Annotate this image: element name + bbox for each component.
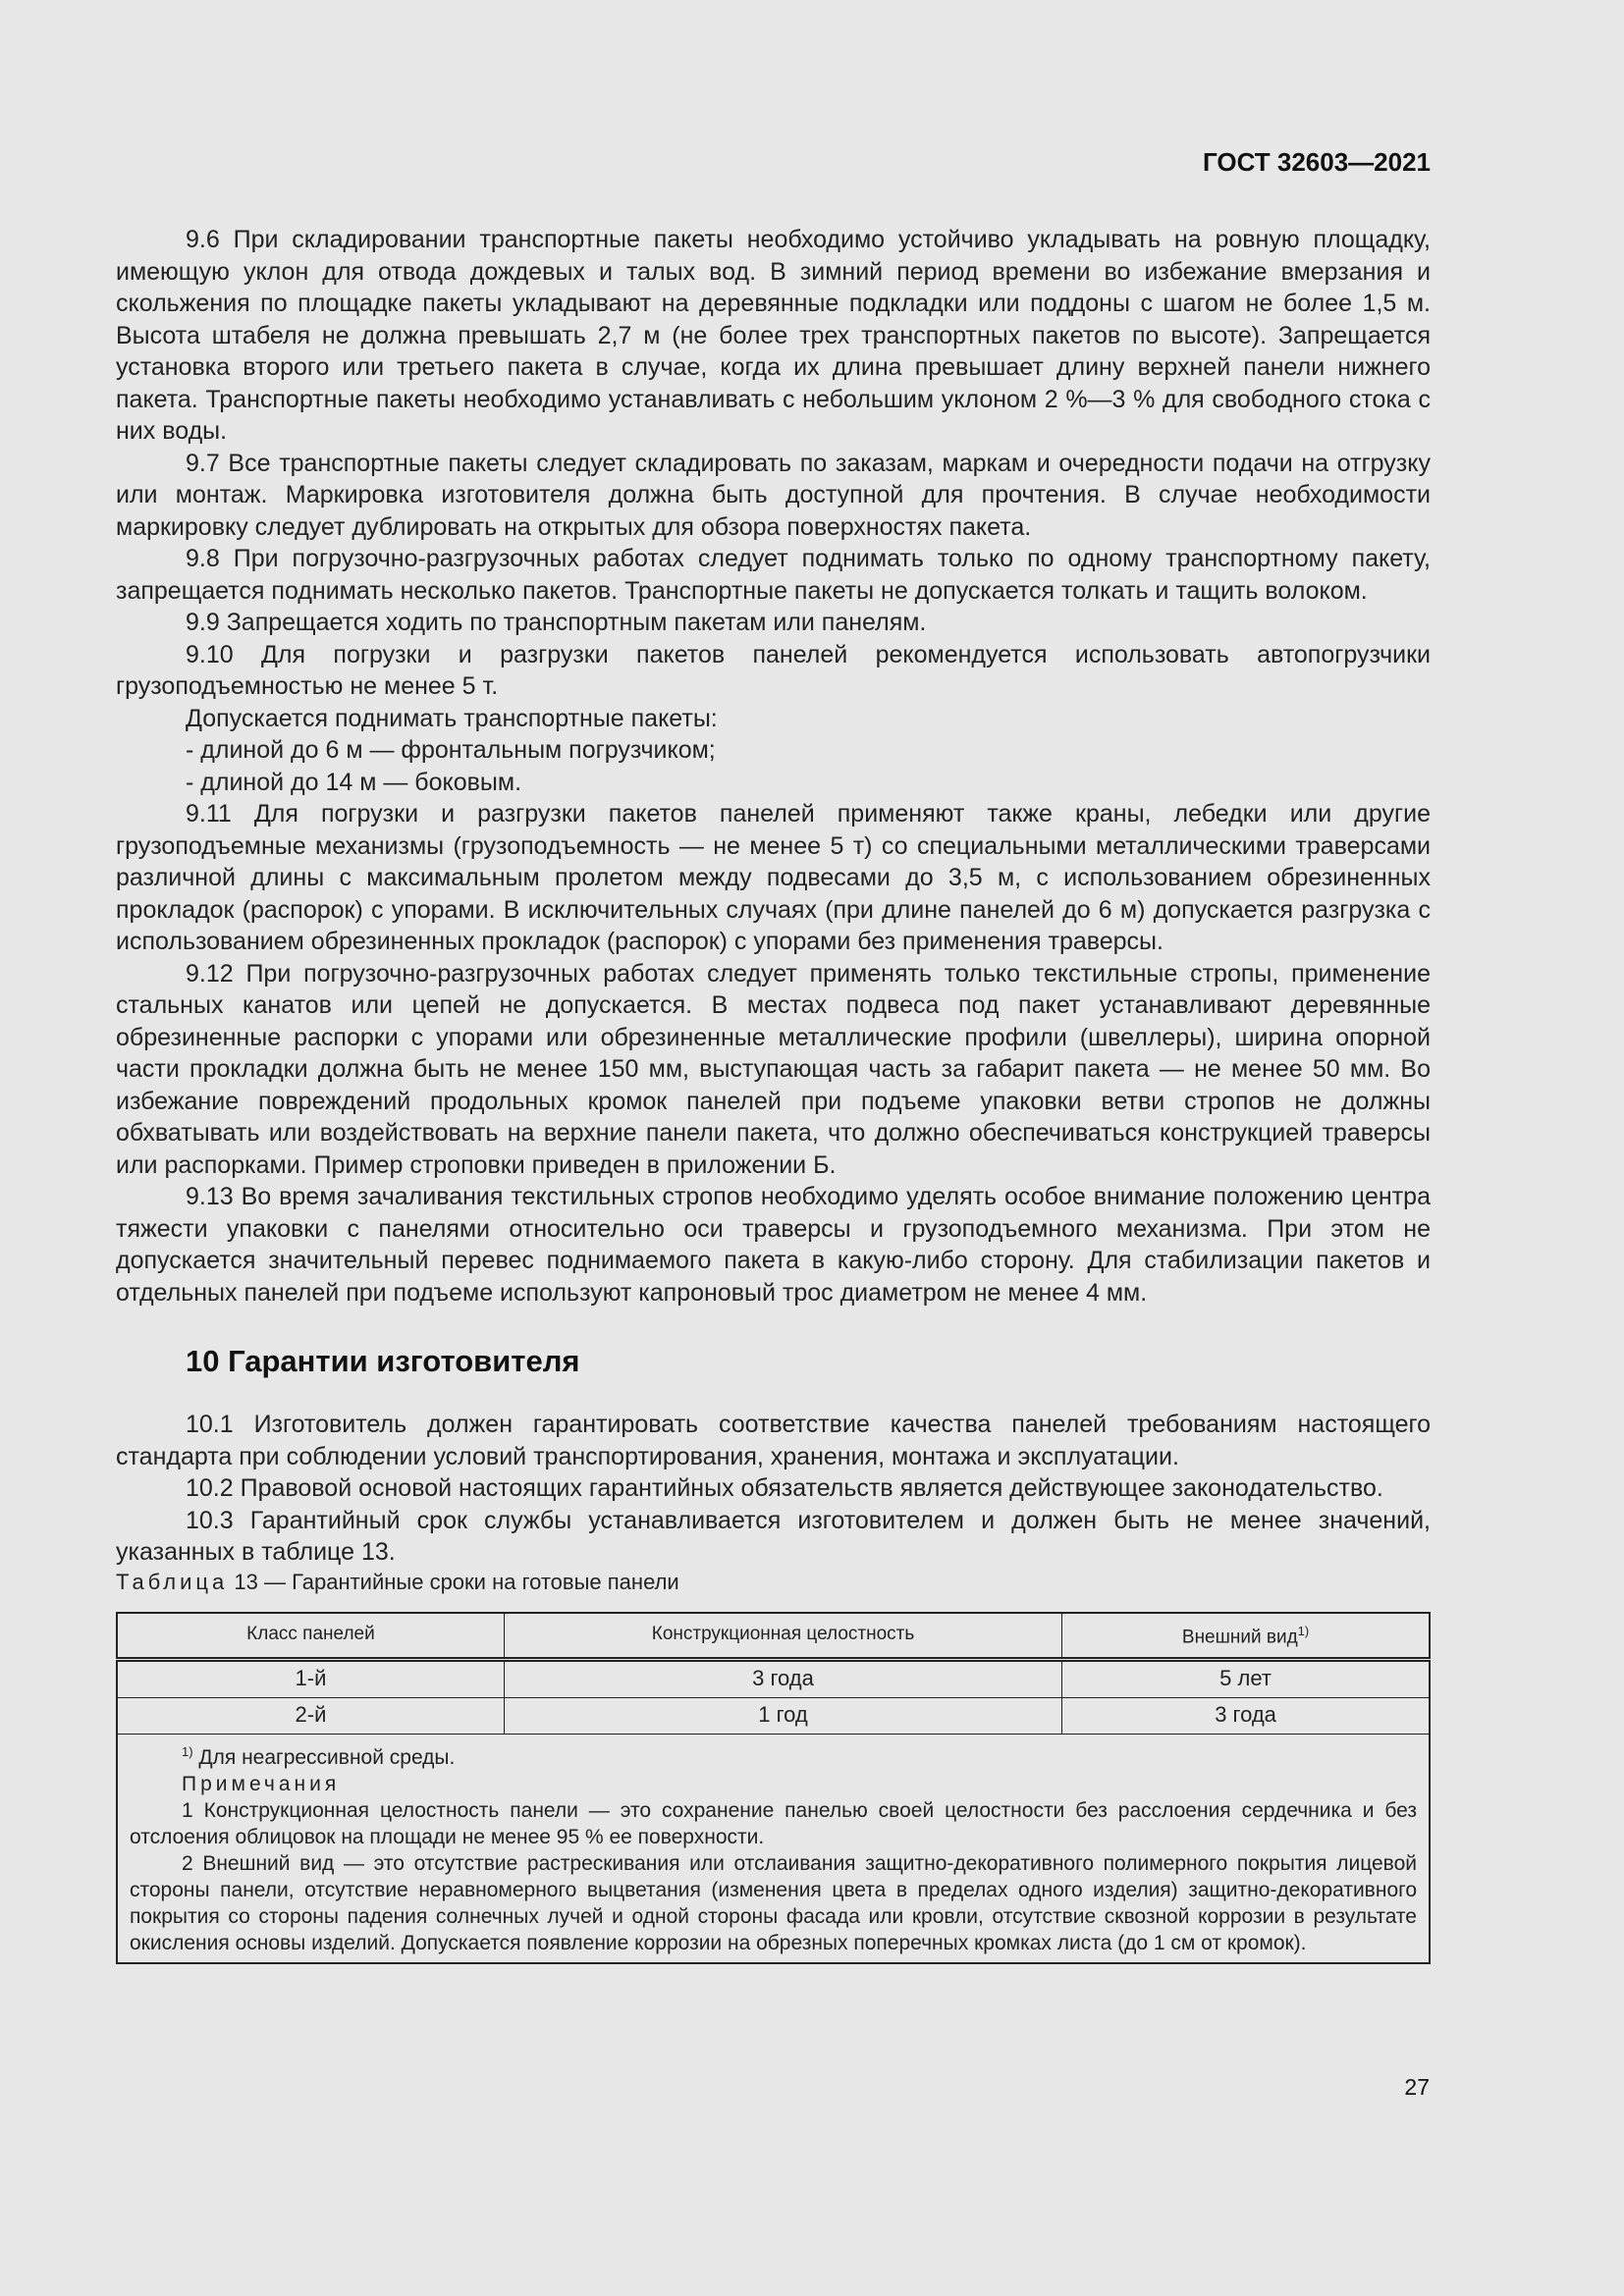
list-item-front-loader: - длиной до 6 м — фронтальным погрузчиком; xyxy=(186,736,716,764)
table-caption-label: Таблица xyxy=(116,1569,229,1594)
table-header-row xyxy=(117,1613,1430,1660)
table-cell: 3 года xyxy=(1062,1697,1430,1734)
paragraph-10-1: 10.1 Изготовитель должен гарантировать соответствие качества панелей требованиям настоящего стандарта при соблюдении условий транспортирования, хранения, монтажа и эксплуатации. xyxy=(116,1411,1431,1470)
table-notes xyxy=(117,1734,1430,1963)
warranty-table xyxy=(116,1612,1431,1964)
column-header-appearance xyxy=(1062,1613,1430,1660)
table-row xyxy=(117,1659,1430,1697)
paragraph-10-3: 10.3 Гарантийный срок службы устанавливается изготовителем и должен быть не менее значений, указанных в таблице 13. xyxy=(116,1506,1431,1566)
table-caption xyxy=(116,1569,1431,1596)
note-1: 1 Конструкционная целостность панели — это сохранение панелью своей целостности без расслоения сердечника и без отслоения облицовок на площади не менее 95 % ее поверхности. xyxy=(130,1798,1417,1848)
list-item-side-loader: - длиной до 14 м — боковым. xyxy=(186,768,522,796)
table-cell: 3 года xyxy=(504,1659,1061,1697)
column-header-panel-class: Класс панелей xyxy=(117,1613,504,1660)
paragraph-9-10: 9.10 Для погрузки и разгрузки пакетов панелей рекомендуется использовать автопогрузчики грузоподъемностью не менее 5 т. xyxy=(116,640,1431,700)
header-footnote-mark: 1) xyxy=(1297,1624,1310,1639)
paragraph-lifting-allowed: Допускается поднимать транспортные пакеты: xyxy=(186,704,718,732)
paragraph-9-13: 9.13 Во время зачаливания текстильных стропов необходимо уделять особое внимание положению центра тяжести упаковки с панелями относительно оси траверсы и грузоподъемного механизма. При этом не допускается значительный перевес поднимаемого пакета в какую-либо сторону. Для стабилизации пакетов и отдельных панелей при подъеме используют капроновый трос диаметром не менее 4 мм. xyxy=(116,1183,1431,1307)
table-cell: 5 лет xyxy=(1062,1659,1430,1697)
table-cell: 2-й xyxy=(117,1697,504,1734)
column-header-appearance-label: Внешний вид xyxy=(1181,1627,1298,1648)
paragraph-9-8: 9.8 При погрузочно-разгрузочных работах следует поднимать только по одному транспортному пакету, запрещается поднимать несколько пакетов. Транспортные пакеты не допускается толкать и тащить волоком. xyxy=(116,545,1431,605)
standard-designation: ГОСТ 32603—2021 xyxy=(1203,147,1431,177)
paragraph-9-6: 9.6 При складировании транспортные пакеты необходимо устойчиво укладывать на ровную площадку, имеющую уклон для отвода дождевых и талых вод. В зимний период времени во избежание вмерзания и скольжения по площадке пакеты укладывают на деревянные подкладки или поддоны с шагом не более 1,5 м. Высота штабеля не должна превышать 2,7 м (не более трех транспортных пакетов по высоте). Запрещается установка второго или третьего пакета в случае, когда их длина превышает длину верхней панели нижнего пакета. Транспортные пакеты необходимо устанавливать с небольшим уклоном 2 %—3 % для свободного стока с них воды. xyxy=(116,226,1431,445)
paragraph-9-12: 9.12 При погрузочно-разгрузочных работах следует применять только текстильные стропы, применение стальных канатов или цепей не допускается. В местах подвеса под пакет устанавливают деревянные обрезиненные распорки с упорами или обрезиненные металлические профили (швеллеры), ширина опорной части прокладки должна быть не менее 150 мм, выступающая часть за габарит пакета — не менее 50 мм. Во избежание повреждений продольных кромок панелей при подъеме упаковки ветви стропов не должны обхватывать или воздействовать на верхние панели пакета, что должно обеспечиваться конструкцией траверсы или распорками. Пример строповки приведен в приложении Б. xyxy=(116,959,1431,1179)
column-header-structural-integrity: Конструкционная целостность xyxy=(504,1613,1061,1660)
footnote-mark: 1) xyxy=(182,1743,193,1759)
table-cell: 1 год xyxy=(504,1697,1061,1734)
notes-title: Примечания xyxy=(182,1772,341,1795)
page-number: 27 xyxy=(1404,2074,1430,2100)
footnote-text: Для неагрессивной среды. xyxy=(192,1745,456,1769)
table-row xyxy=(117,1697,1430,1734)
table-cell: 1-й xyxy=(117,1659,504,1697)
section-title: 10 Гарантии изготовителя xyxy=(186,1344,580,1378)
table-notes-row xyxy=(117,1734,1430,1963)
paragraph-9-9: 9.9 Запрещается ходить по транспортным пакетам или панелям. xyxy=(186,609,927,636)
table-caption-text: 13 — Гарантийные сроки на готовые панели xyxy=(228,1569,679,1594)
body-text xyxy=(116,224,1431,1964)
paragraph-10-2: 10.2 Правовой основой настоящих гарантийных обязательств является действующее законодательство. xyxy=(186,1474,1383,1502)
footnote xyxy=(130,1738,1417,1771)
paragraph-9-7: 9.7 Все транспортные пакеты следует складировать по заказам, маркам и очередности подачи на отгрузку или монтаж. Маркировка изготовителя должна быть доступной для прочтения. В случае необходимости маркировку следует дублировать на открытых для обзора поверхностях пакета. xyxy=(116,449,1431,541)
note-2: 2 Внешний вид — это отсутствие растрескивания или отслаивания защитно-декоративного полимерного покрытия лицевой стороны панели, отсутствие неравномерного выцветания (изменения цвета в пределах одного изделия) защитно-декоративного покрытия со стороны падения солнечных лучей и одной стороны фасада или кровли, отсутствие сквозной коррозии в результате окисления основы изделий. Допускается появление коррозии на обрезных поперечных кромках листа (до 1 см от кромок). xyxy=(130,1851,1417,1954)
paragraph-9-11: 9.11 Для погрузки и разгрузки пакетов панелей применяют также краны, лебедки или другие грузоподъемные механизмы (грузоподъемность — не менее 5 т) со специальными металлическими траверсами различной длины с максимальным пролетом между подвесами до 3,5 м, с использованием обрезиненных прокладок (распорок) с упорами. В исключительных случаях (при длине панелей до 6 м) допускается разгрузка с использованием обрезиненных прокладок (распорок) с упорами без применения траверсы. xyxy=(116,800,1431,955)
